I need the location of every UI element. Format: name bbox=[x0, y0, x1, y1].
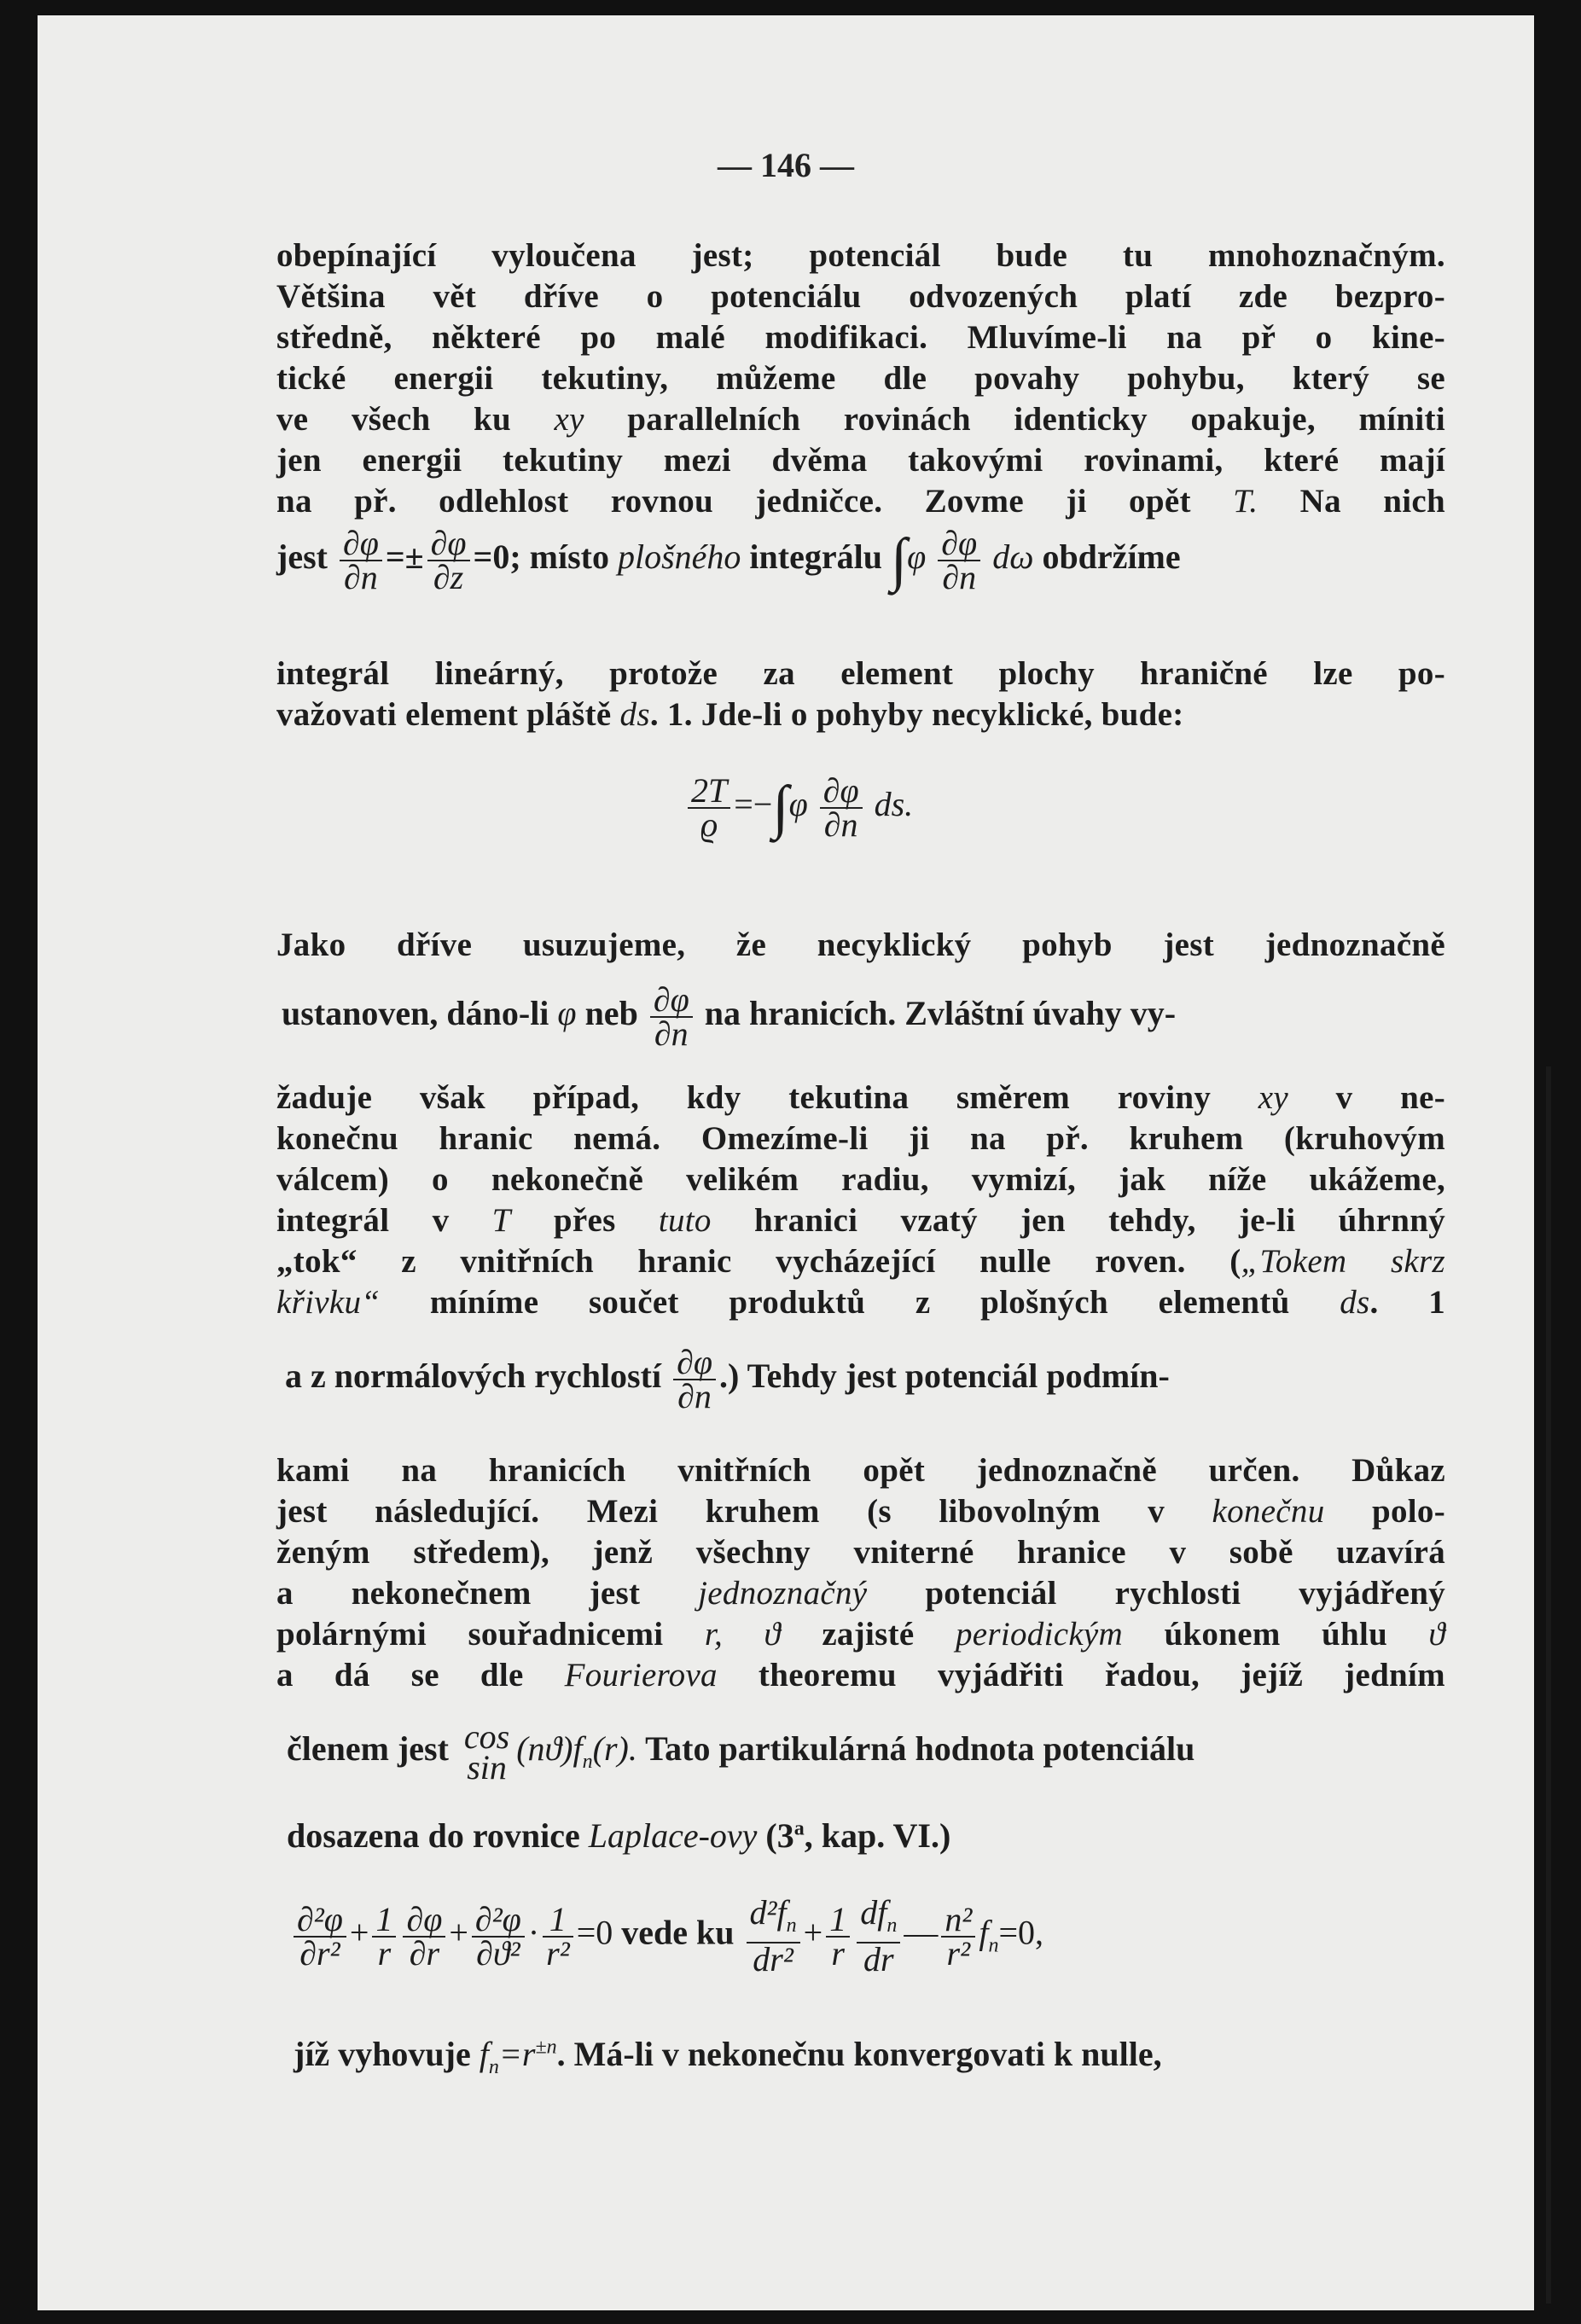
fraction: $\frac{\partial\varphi}{\partial n}$ bbox=[650, 984, 693, 1050]
book-page bbox=[38, 15, 1534, 2310]
fraction: $\frac{\text{n²}}{\text{r²}}$ bbox=[941, 1903, 975, 1970]
fraction: $\frac{1}{r}$ bbox=[372, 1903, 396, 1970]
text-line: na př. odlehlost rovnou jedničce. Zovme ji opět T. Na nich bbox=[276, 483, 1445, 520]
text-line: křivku“ míníme součet produktů z plošných elementů ds. 1 bbox=[276, 1284, 1445, 1321]
text-line: tické energii tekutiny, můžeme dle povahy pohybu, který se bbox=[276, 360, 1445, 397]
text-line: a nekonečnem jest jednoznačný potenciál rychlosti vyjádřený bbox=[276, 1575, 1445, 1612]
fraction: $\frac{2T}{ϱ}$ bbox=[688, 775, 730, 841]
text-line: integrál v T přes tuto hranici vzatý jen tehdy, je-li úhrnný bbox=[276, 1202, 1446, 1239]
text-line: Většina vět dříve o potenciálu odvozených platí zde bezpro- bbox=[276, 278, 1445, 315]
scan-border-left bbox=[0, 0, 38, 2324]
text-line: středně, některé po malé modifikaci. Mluvíme-li na př o kine- bbox=[276, 319, 1445, 356]
text-line: „tok“ z vnitřních hranic vycházející nulle roven. („Tokem skrz bbox=[276, 1243, 1445, 1280]
fraction: $\frac{1}{r}$ bbox=[826, 1903, 850, 1970]
text-line: kami na hranicích vnitřních opět jednoznačně určen. Důkaz bbox=[276, 1452, 1445, 1489]
fraction: $\frac{\partial\varphi}{\partial r}$ bbox=[403, 1903, 445, 1970]
text-line: ve všech ku xy parallelních rovinách identicky opakuje, míniti bbox=[276, 401, 1445, 438]
formula-line: jest $\frac{\partial\varphi}{\partial n}$ =± $\frac{\partial\varphi}{\partial z}$ =0; místo plošného integrálu ∫φ $\frac{\partial\varphi}{\partial n}$ dω obdržíme bbox=[276, 524, 1181, 596]
text-line: obepínající vyloučena jest; potenciál bude tu mnohoznačným. bbox=[276, 237, 1445, 274]
text-line: konečnu hranic nemá. Omezíme-li ji na př. kruhem (kruhovým bbox=[276, 1120, 1445, 1157]
text-line: važovati element pláště ds. 1. Jde-li o pohyby necyklické, bude: bbox=[276, 696, 1184, 733]
formula-line: dosazena do rovnice Laplace-ovy (3$^a$, kap. VI.) bbox=[287, 1816, 951, 1855]
fraction: $\frac{\partial\varphi}{\partial n}$ bbox=[938, 527, 980, 594]
text-line: jest následující. Mezi kruhem (s libovolným v konečnu polo- bbox=[276, 1493, 1445, 1530]
text-line: polárnými souřadnicemi r, ϑ zajisté periodickým úkonem úhlu ϑ bbox=[276, 1616, 1445, 1653]
formula-line: jíž vyhovuje $f_n=r^{\pm n}$. Má-li v nekonečnu konvergovati k nulle, bbox=[294, 2035, 1162, 2078]
fraction: $\frac{\partial\varphi}{\partial n}$ bbox=[340, 527, 382, 594]
display-equation: $\frac{\text{∂²φ}}{\text{∂r²}}$ + $\frac{1}{r}$ $\frac{\partial\varphi}{\partial r}$ + $\frac{\text{∂²φ}}{\text{∂ϑ²}}$ · $\frac{1}{\text{r²}}$ =0 vede ku $\frac{d^2f_n}{\text{dr²}}$ + $\frac{1}{r}$ $\frac{df_n}{dr}$ — $\frac{\text{n²}}{\text{r²}}$ $f_n=0$, bbox=[290, 1897, 1445, 1976]
text-line: integrál lineárný, protože za element plochy hraničné lze po- bbox=[276, 655, 1445, 692]
scan-border-top bbox=[0, 0, 1581, 15]
scan-border-right bbox=[1534, 0, 1581, 2324]
fraction: $\frac{df_n}{dr}$ bbox=[857, 1897, 900, 1976]
text-line: jen energii tekutiny mezi dvěma takovými rovinami, které mají bbox=[276, 442, 1445, 479]
fraction: $\frac{\text{∂²φ}}{\text{∂ϑ²}}$ bbox=[472, 1903, 525, 1970]
page-edge-line bbox=[1546, 1066, 1551, 2304]
fraction: $\frac{\partial\varphi}{\partial n}$ bbox=[673, 1346, 716, 1413]
text-line: ženým středem), jenž všechny vniterné hranice v sobě uzavírá bbox=[276, 1534, 1445, 1571]
text-line: Jako dříve usuzujeme, že necyklický pohyb jest jednoznačně bbox=[276, 927, 1445, 963]
text-line: válcem) o nekonečně velikém radiu, vymizí, jak níže ukážeme, bbox=[276, 1161, 1445, 1198]
fraction: $\frac{\partial\varphi}{\partial n}$ bbox=[820, 775, 863, 841]
cos-sin-stack: cos sin bbox=[463, 1717, 510, 1787]
page-number: — 146 — bbox=[718, 146, 854, 184]
text-line: a dá se dle Fourierova theoremu vyjádřiti řadou, jejíž jedním bbox=[276, 1657, 1445, 1694]
scan-border-bottom bbox=[0, 2310, 1581, 2324]
text-line: žaduje však případ, kdy tekutina směrem roviny xy v ne- bbox=[276, 1079, 1445, 1116]
fraction: $\frac{1}{\text{r²}}$ bbox=[543, 1903, 573, 1970]
formula-line: a z normálových rychlostí $\frac{\partial\varphi}{\partial n}$ .) Tehdy jest potenciál podmín- bbox=[285, 1343, 1170, 1415]
formula-line: členem jest cos sin $(nϑ)f_n(r)$. Tato partikulárná hodnota potenciálu bbox=[287, 1717, 1195, 1787]
fraction: $\frac{\partial\varphi}{\partial z}$ bbox=[427, 527, 470, 594]
display-equation: $\frac{2T}{ϱ}$ =−∫φ $\frac{\partial\varphi}{\partial n}$ ds. bbox=[684, 775, 913, 841]
formula-line: ustanoven, dáno-li φ neb $\frac{\partial\varphi}{\partial n}$ na hranicích. Zvláštní úvahy vy- bbox=[282, 980, 1177, 1053]
fraction: $\frac{d^2f_n}{\text{dr²}}$ bbox=[747, 1897, 800, 1976]
fraction: $\frac{\text{∂²φ}}{\text{∂r²}}$ bbox=[294, 1903, 346, 1970]
